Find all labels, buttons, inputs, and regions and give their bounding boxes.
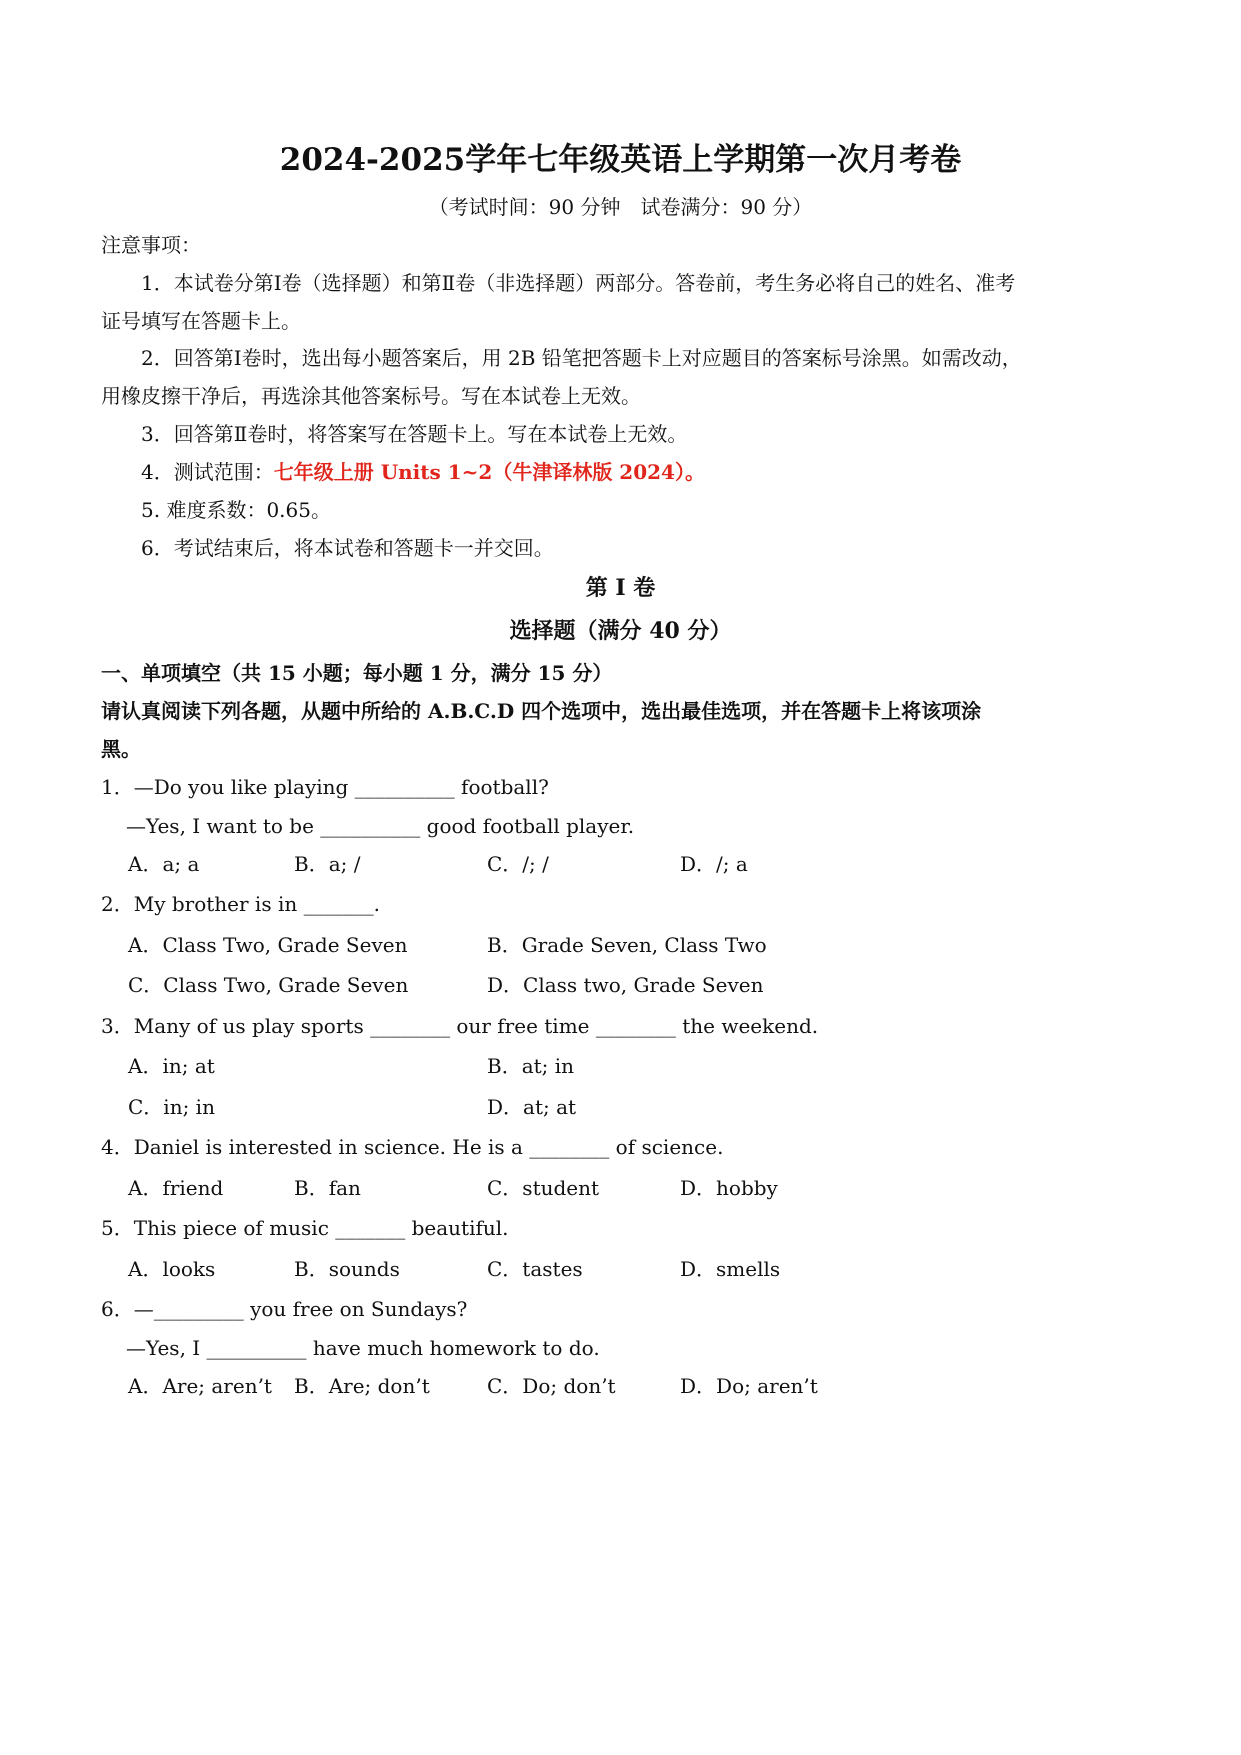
question-3-option-b[interactable]: B．at; in [487,1054,575,1078]
question-3-option-a[interactable]: A．in; at [128,1054,215,1078]
question-2-option-d[interactable]: D．Class two, Grade Seven [487,973,764,997]
question-6-option-d[interactable]: D．Do; aren’t [680,1374,818,1398]
question-1-stem: 1．—Do you like playing __________ football? [101,775,549,799]
question-1-option-b[interactable]: B．a; / [294,852,361,876]
question-1-option-a[interactable]: A．a; a [128,852,200,876]
question-1-option-c[interactable]: C．/; / [487,852,549,876]
note-item-6: 6．考试结束后，将本试卷和答题卡一并交回。 [141,536,554,560]
notes-heading: 注意事项： [101,233,201,257]
question-5-option-a[interactable]: A．looks [128,1257,216,1281]
volume-title: 第 I 卷 [585,575,656,601]
note-item-4-prefix: 4．测试范围： [141,460,274,484]
question-6-option-a[interactable]: A．Are; aren’t [128,1374,272,1398]
question-5-option-c[interactable]: C．tastes [487,1257,583,1281]
question-5-stem: 5．This piece of music _______ beautiful. [101,1216,509,1240]
question-2-option-a[interactable]: A．Class Two, Grade Seven [128,933,408,957]
note-item-5: 5. 难度系数：0.65。 [141,498,331,522]
instruction-line-2: 黑。 [101,737,141,761]
question-4-option-d[interactable]: D．hobby [680,1176,778,1200]
note-item-2-line-2: 用橡皮擦干净后，再选涂其他答案标号。写在本试卷上无效。 [101,384,641,408]
instruction-line-1: 请认真阅读下列各题，从题中所给的 A.B.C.D 四个选项中，选出最佳选项，并在答题卡上将该项涂 [101,699,982,723]
question-2-option-c[interactable]: C．Class Two, Grade Seven [128,973,409,997]
question-1-stem-line-2: —Yes, I want to be __________ good football player. [126,814,635,838]
question-5-option-d[interactable]: D．smells [680,1257,781,1281]
note-item-1-line-2: 证号填写在答题卡上。 [101,309,301,333]
question-5-option-b[interactable]: B．sounds [294,1257,400,1281]
question-4-stem: 4．Daniel is interested in science. He is a ________ of science. [101,1135,724,1159]
question-3-stem: 3．Many of us play sports ________ our free time ________ the weekend. [101,1014,819,1038]
question-6-stem: 6．—_________ you free on Sundays? [101,1297,468,1321]
section-subtitle: 选择题（满分 40 分） [509,618,732,644]
question-2-option-b[interactable]: B．Grade Seven, Class Two [487,933,767,957]
note-item-3: 3．回答第Ⅱ卷时，将答案写在答题卡上。写在本试卷上无效。 [141,422,688,446]
question-4-option-b[interactable]: B．fan [294,1176,361,1200]
note-item-1-line-1: 1．本试卷分第Ⅰ卷（选择题）和第Ⅱ卷（非选择题）两部分。答卷前，考生务必将自己的姓名、准考 [141,271,1016,295]
exam-info: （考试时间：90 分钟 试卷满分：90 分） [428,195,813,219]
note-item-4 [141,458,705,486]
question-6-stem-line-2: —Yes, I __________ have much homework to do. [126,1336,600,1360]
question-4-option-c[interactable]: C．student [487,1176,600,1200]
question-1-option-d[interactable]: D．/; a [680,852,748,876]
exam-title: 2024-2025学年七年级英语上学期第一次月考卷 [279,142,962,178]
question-4-option-a[interactable]: A．friend [128,1176,224,1200]
question-3-option-c[interactable]: C．in; in [128,1095,215,1119]
question-2-stem: 2．My brother is in _______. [101,892,380,916]
test-scope: 七年级上册 Units 1~2（牛津译林版 2024）。 [273,460,705,484]
note-item-2-line-1: 2．回答第Ⅰ卷时，选出每小题答案后，用 2B 铅笔把答题卡上对应题目的答案标号涂黑。如需改动， [141,346,1022,370]
section-heading: 一、单项填空（共 15 小题；每小题 1 分，满分 15 分） [101,661,613,685]
question-6-option-b[interactable]: B．Are; don’t [294,1374,430,1398]
question-3-option-d[interactable]: D．at; at [487,1095,577,1119]
question-6-option-c[interactable]: C．Do; don’t [487,1374,616,1398]
